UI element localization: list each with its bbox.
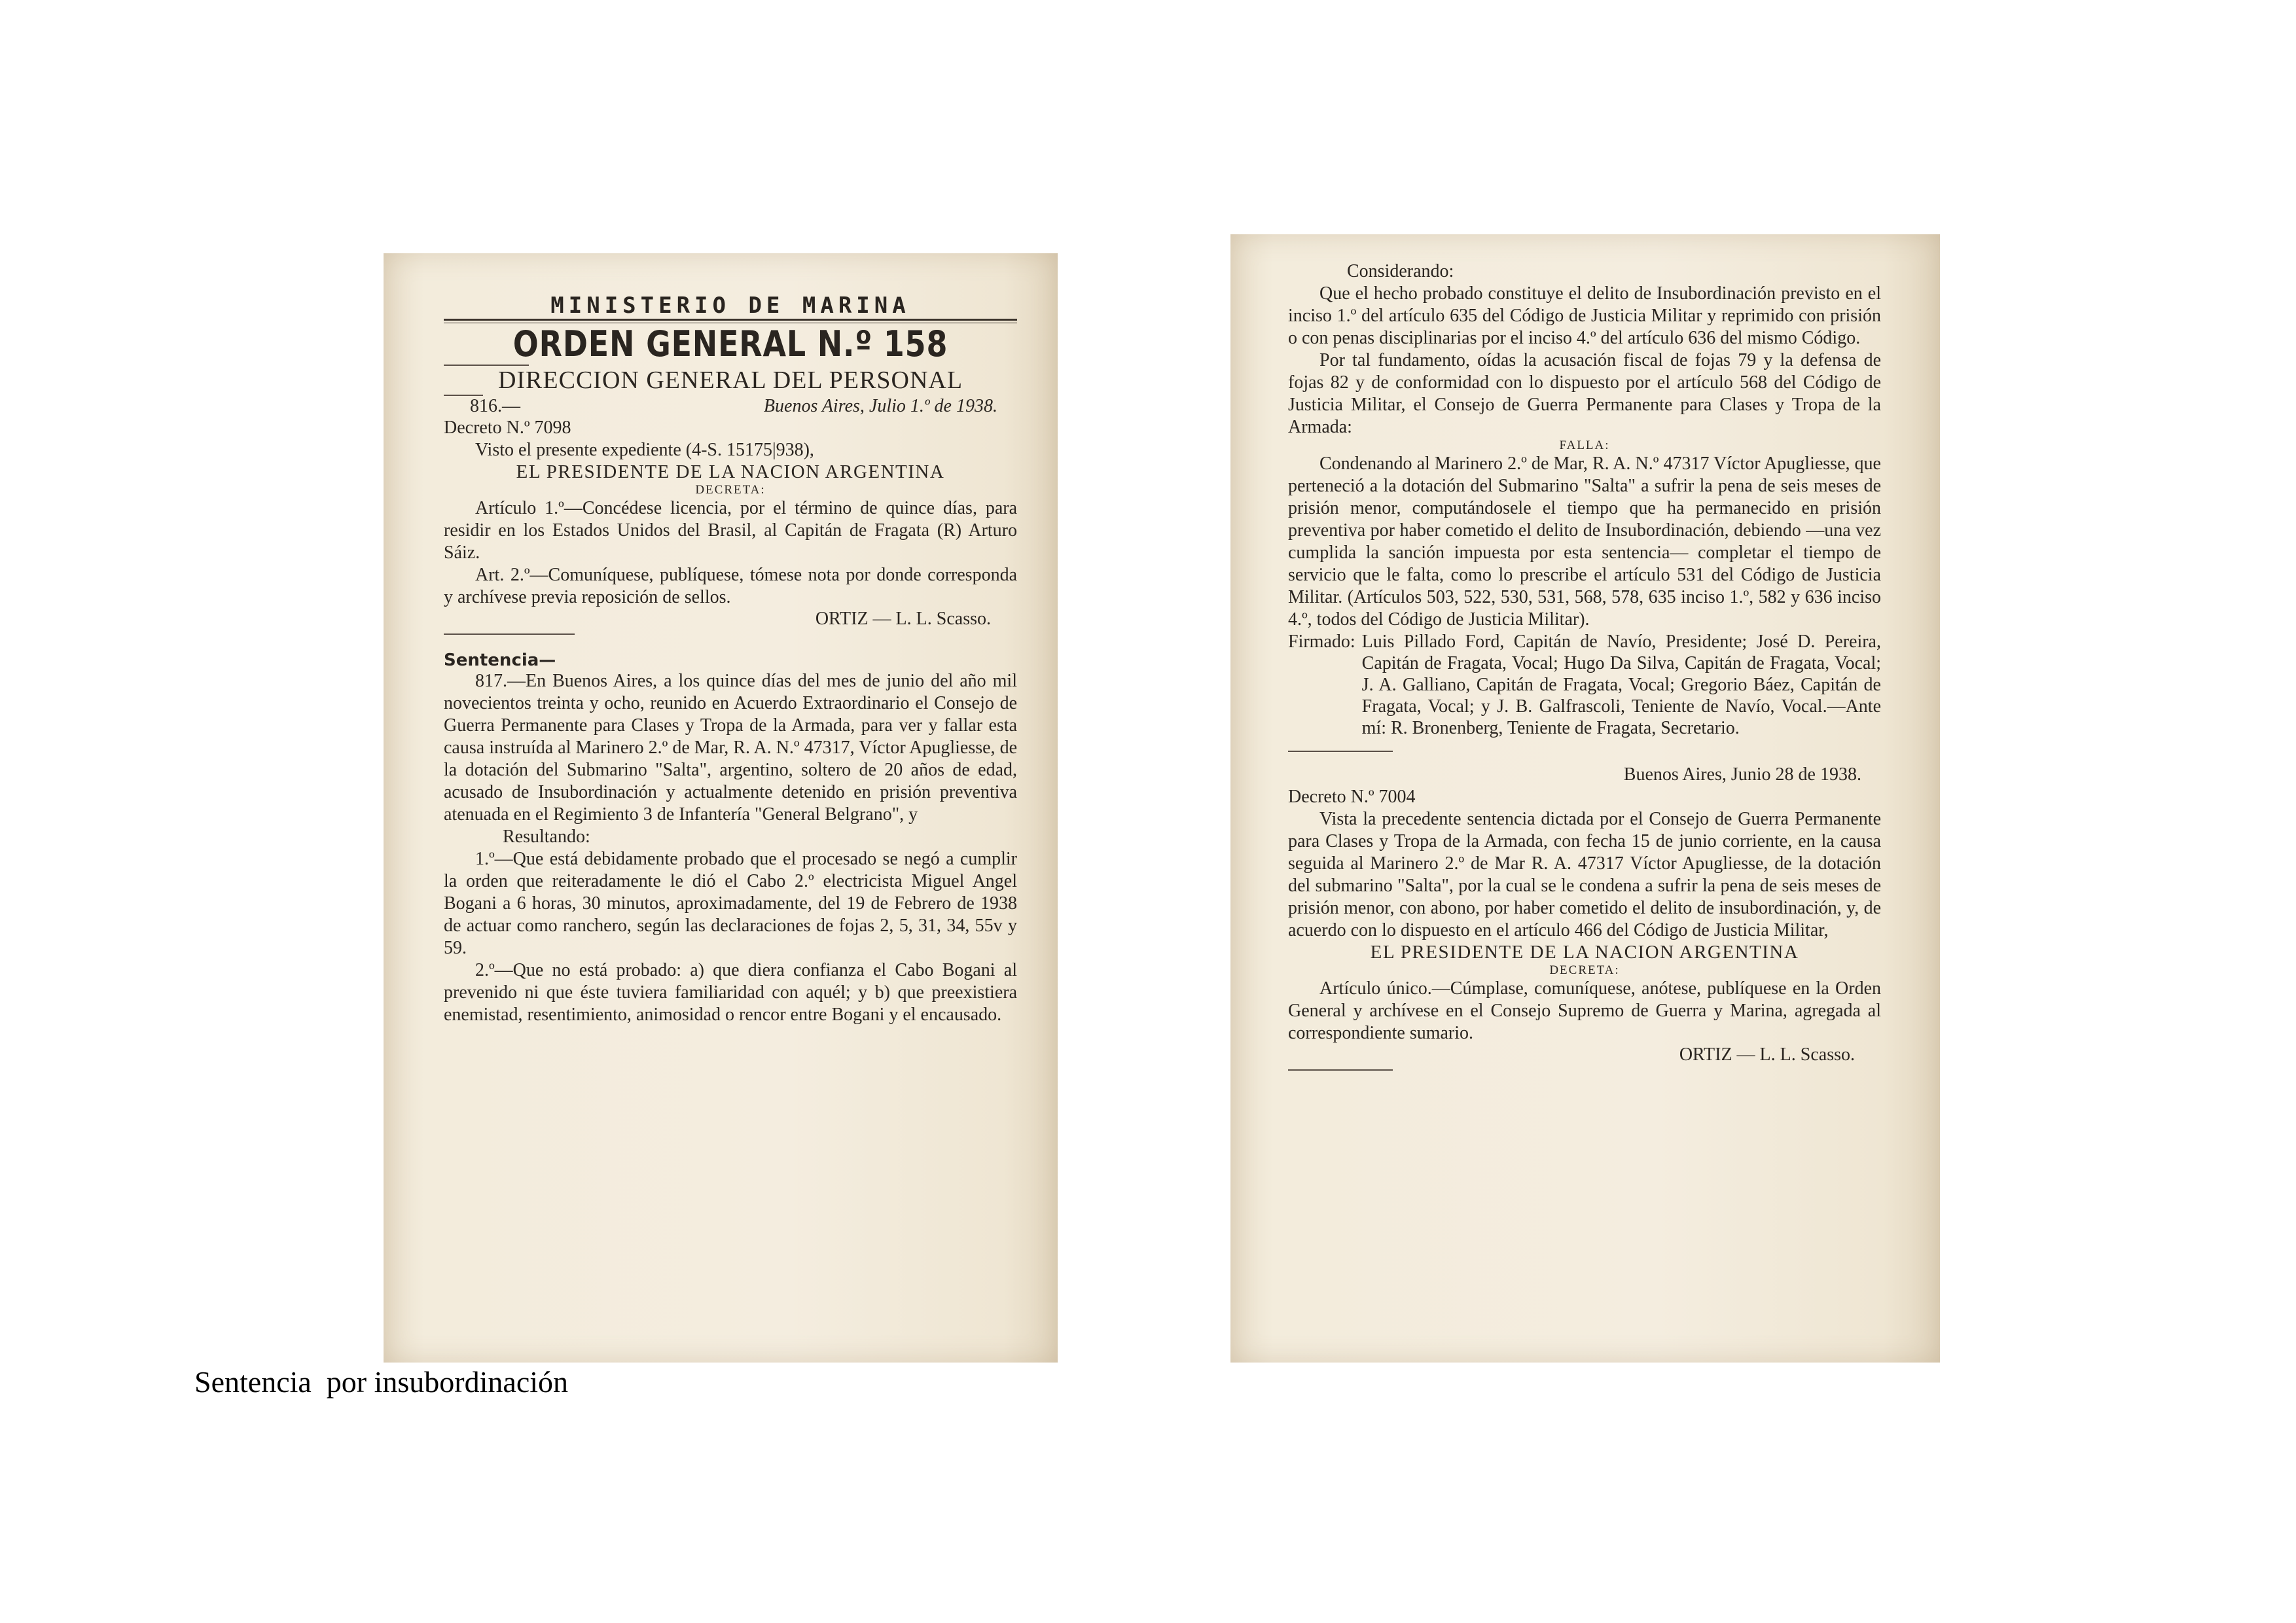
considerando-heading: Considerando: [1347, 261, 1454, 281]
resultando-heading: Resultando: [503, 827, 590, 847]
department-heading: DIRECCION GENERAL DEL PERSONAL [497, 366, 963, 394]
decree-number-7004: Decreto N.º 7004 [1288, 787, 1416, 807]
signed-block [1288, 631, 1881, 739]
president-heading: EL PRESIDENTE DE LA NACION ARGENTINA [516, 461, 945, 482]
condena-paragraph: Condenando al Marinero 2.º de Mar, R. A. N.º 47317 Víctor Apugliesse, que perteneció a la dotación del Submarino "Salta" a sufrir la pena de seis meses de prisión menor, computándosele el tiempo que ha permanecido en prisión preventiva por haber cometido el delito de Insubordinación, debiendo —una vez cumplida la sanción impuesta por esta sentencia— completar el tiempo de servicio que le falta, como lo prescribe el artículo 531 del Código de Justicia Militar. (Artículos 503, 522, 530, 531, 568, 578, 635 inciso 1.º, 582 y 636 inciso 4.º, todos del Código de Justicia Militar). [1288, 454, 1881, 630]
section-rule-right [1288, 751, 1393, 752]
articulo-unico: Artículo único.—Cúmplase, comuníquese, anótese, publíquese en la Orden General y archívese en el Consejo Supremo de Guerra y Marina, agregada al correspondiente sumario. [1288, 978, 1881, 1043]
resultando-2: 2.º—Que no está probado: a) que diera confianza el Cabo Bogani al prevenido ni que éste tuviera familiaridad con aquél; y b) que preexistiera enemistad, resentimiento, animosidad o rencor entre Bogani y el encausado. [444, 960, 1017, 1025]
president-heading-right: EL PRESIDENTE DE LA NACION ARGENTINA [1370, 942, 1799, 963]
article-2: Art. 2.º—Comuníquese, publíquese, tómese nota por donde corresponda y archívese previa reposición de sellos. [444, 565, 1017, 607]
visto-paragraph: Visto el presente expediente (4-S. 15175|938), [475, 440, 814, 460]
order-title: ORDEN GENERAL N.º 158 [512, 323, 948, 365]
resultando-1: 1.º—Que está debidamente probado que el procesado se negó a cumplir la orden que reiteradamente le dió el Cabo 2.º electricista Miguel Angel Bogani a 6 horas, 30 minutos, aproximadamente, del 19 de Febrero de 1938 de actuar como ranchero, según las declaraciones de fojas 2, 5, 31, 34, 55v y 59. [444, 849, 1017, 958]
ministry-header: MINISTERIO DE MARINA [550, 293, 910, 319]
considerando-1: Que el hecho probado constituye el delito de Insubordinación previsto en el inciso 1.º del artículo 635 del Código de Justicia Militar y reprimido con prisión o con penas disciplinarias por el inciso 4.º del artículo 636 del mismo Código. [1288, 283, 1881, 348]
entry-816-header [444, 396, 1017, 417]
scanned-page-right [1230, 234, 1940, 1363]
decreta-heading: DECRETA: [695, 483, 766, 497]
scanned-page-left [384, 253, 1058, 1363]
place-date: Buenos Aires, Julio 1.º de 1938. [763, 396, 997, 416]
decreta-heading-right: DECRETA: [1549, 963, 1620, 977]
caption: Sentencia por insubordinación [194, 1365, 569, 1399]
signature-816: ORTIZ — L. L. Scasso. [815, 609, 991, 629]
falla-heading: FALLA: [1559, 438, 1610, 452]
considerando-2: Por tal fundamento, oídas la acusación fiscal de fojas 79 y la defensa de fojas 82 y de conformidad con lo dispuesto por el artículo 568 del Código de Justicia Militar, el Consejo de Guerra Permanente para Clases y Tropa de la Armada: [1288, 350, 1881, 437]
header-rule [444, 319, 1017, 323]
firmado-label: Firmado: [1288, 632, 1355, 652]
sentencia-heading: Sentencia— [444, 651, 556, 670]
signature-right: ORTIZ — L. L. Scasso. [1679, 1044, 1855, 1065]
entry-817-paragraph: 817.—En Buenos Aires, a los quince días del mes de junio del año mil novecientos treinta y ocho, reunido en Acuerdo Extraordinario el Consejo de Guerra Permanente para Clases y Tropa de la Armada, para ver y fallar esta causa instruída al Marinero 2.º de Mar, R. A. N.º 47317, Víctor Apugliesse, de la dotación del Submarino "Salta", argentino, soltero de 20 años de edad, acusado de Insubordinación y actualmente detenido en prisión preventiva atenuada en el Regimiento 3 de Infantería "General Belgrano", y [444, 671, 1017, 825]
end-rule [1288, 1069, 1393, 1071]
vista-paragraph: Vista la precedente sentencia dictada por el Consejo de Guerra Permanente para Clases y Tropa de la Armada, con fecha 15 de junio corriente, en la causa seguida al Marinero 2.º de Mar R. A. 47317 Víctor Apugliesse, de la dotación del submarino "Salta", por la cual se le condena a sufrir la pena de seis meses de prisión menor, con abono, por haber cometido el delito de insubordinación, y, de acuerdo con lo dispuesto en el artículo 466 del Código de Justicia Militar, [1288, 809, 1881, 940]
section-rule [444, 633, 575, 635]
place-date-2: Buenos Aires, Junio 28 de 1938. [1623, 764, 1861, 785]
entry-number: 816.— [470, 396, 520, 416]
article-1: Artículo 1.º—Concédese licencia, por el término de quince días, para residir en los Estados Unidos del Brasil, al Capitán de Fragata (R) Arturo Sáiz. [444, 498, 1017, 563]
firmado-names: Luis Pillado Ford, Capitán de Navío, Presidente; José D. Pereira, Capitán de Fragata, Vocal; Hugo Da Silva, Capitán de Fragata, Vocal; J. A. Galliano, Capitán de Fragata, Vocal; Gregorio Báez, Capitán de Fragata, Vocal; y J. B. Galfrascoli, Teniente de Navío, Vocal.—Ante mí: R. Bronenberg, Teniente de Fragata, Secretario. [1361, 632, 1881, 738]
decree-number: Decreto N.º 7098 [444, 418, 571, 438]
